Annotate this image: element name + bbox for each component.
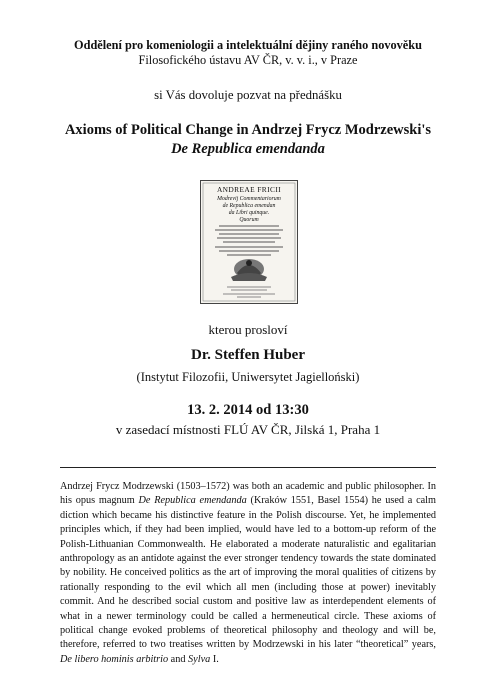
book-cover-line3: de Republica emendan — [222, 203, 276, 209]
book-cover-line4: da Libri quinque. — [228, 210, 270, 216]
book-cover-line2: Modrevij Commentariorum — [217, 196, 281, 202]
department-name: Oddělení pro komeniologii a intelektuální dějiny raného novověku — [74, 38, 422, 52]
book-title-page-image — [200, 180, 298, 304]
abstract-work-title-2: De libero hominis arbitrio — [60, 653, 169, 665]
abstract-text-1: Andrzej Frycz Modrzewski (1503–1572) was both an academic and public philosopher. In his opus magnum — [60, 481, 436, 507]
abstract-text-3: and — [168, 653, 189, 665]
lecture-title-line1: Axioms of Political Change in Andrzej Frycz Modrzewski's — [64, 122, 432, 138]
event-venue: v zasedací místnosti FLÚ AV ČR, Jilská 1, Praha 1 — [115, 422, 381, 437]
abstract-work-title-3: Sylva — [188, 653, 211, 665]
lecture-title-line2: De Republica emendanda — [171, 141, 325, 157]
lecture-abstract — [60, 480, 436, 667]
institute-name: Filosofického ústavu AV ČR, v. v. i., v Praze — [138, 53, 358, 67]
organizer-header — [0, 38, 496, 68]
abstract-text-2: (Kraków 1551, Basel 1554) he used a calm diction which became his distinctive feature in the Polish discourse. Yet, he implemented principles which, if they had been implied, would have led to a bottom-up reform of the Polish-Lithuanian Commonwealth. He elaborated a moderate naturalistic and egalitarian anthropology as an antidote against the ever stronger tendency towards the state dominated by nobility. He conceived politics as the art of improving the moral qualities of citizens by rationally responding to the evil which all men (including those at power) inevitably commit. And he described social custom and positive law as interdependent elements of what in a newer terminology could be called a hermeneutical circle. These axioms of political change evoked problems of theoretical philosophy and theology and will be, therefore, referred to two treatises written by Modrzewski in his later “theoretical” years, — [60, 495, 436, 651]
speaker-name: Dr. Steffen Huber — [190, 347, 306, 363]
divider — [60, 467, 436, 468]
abstract-text-4: I. — [210, 653, 219, 665]
event-datetime: 13. 2. 2014 od 13:30 — [187, 402, 309, 418]
invitation-line: si Vás dovoluje pozvat na přednášku — [154, 88, 342, 102]
speaker-intro: kterou prosloví — [208, 322, 288, 337]
lecture-title — [0, 121, 496, 159]
book-cover-line5: Quorum — [239, 217, 259, 223]
speaker-affiliation: (Instytut Filozofii, Uniwersytet Jagielloński) — [136, 370, 360, 384]
abstract-work-title-1: De Republica emendanda — [138, 495, 247, 507]
book-cover-line1: ANDREAE FRICII — [216, 185, 282, 194]
